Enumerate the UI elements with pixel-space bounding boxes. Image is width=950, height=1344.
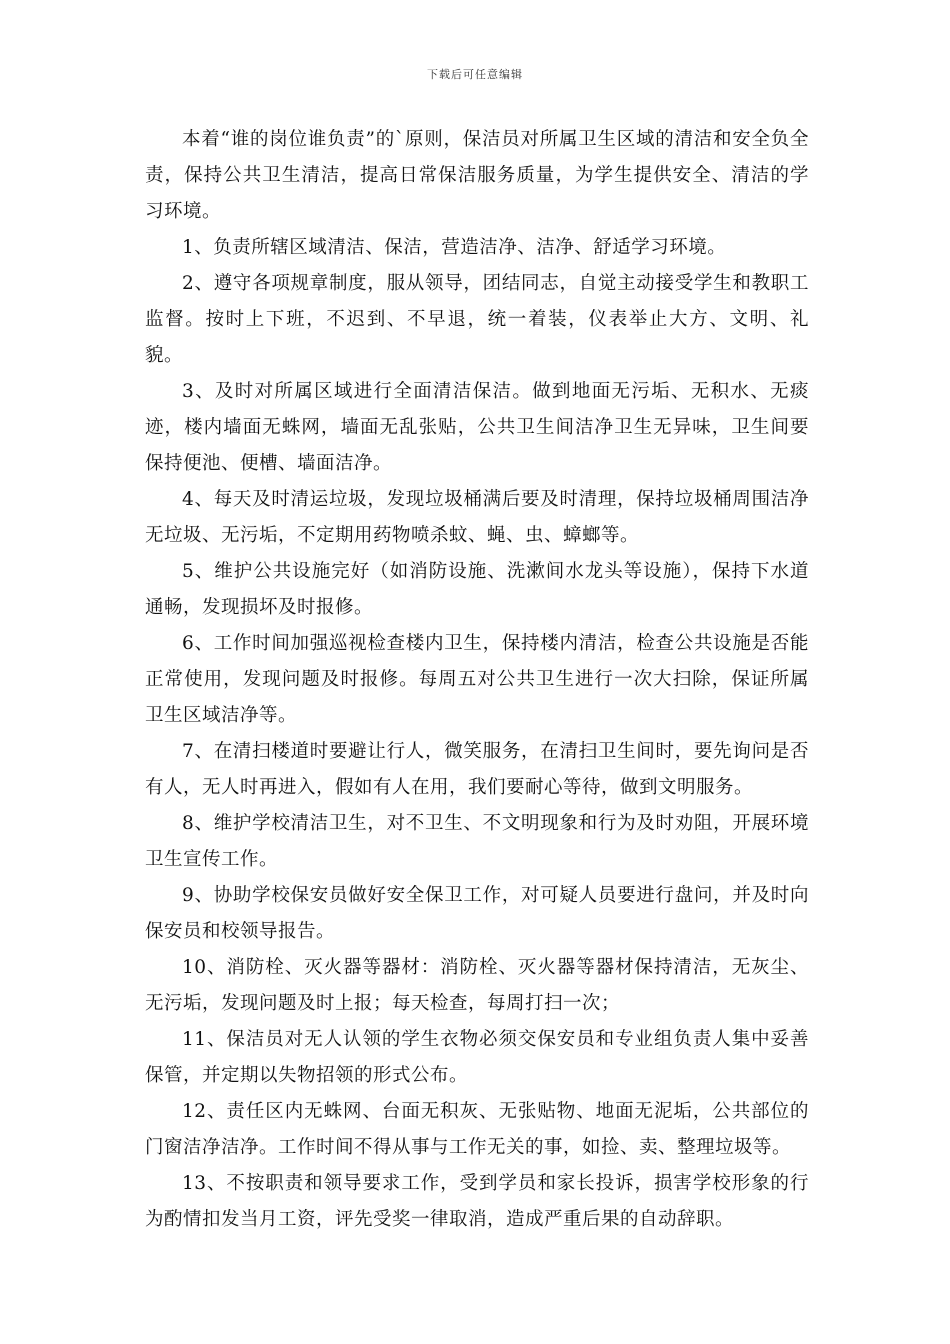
- document-body: [145, 122, 809, 1238]
- rule-paragraph-4: 4、每天及时清运垃圾，发现垃圾桶满后要及时清理，保持垃圾桶周围洁净无垃圾、无污垢，不定期用药物喷杀蚊、蝇、虫、蟑螂等。: [145, 489, 809, 546]
- rule-paragraph-2: 2、遵守各项规章制度，服从领导，团结同志，自觉主动接受学生和教职工监督。按时上下班，不迟到、不早退，统一着装，仪表举止大方、文明、礼貌。: [145, 273, 809, 366]
- rule-paragraph-1: 1、负责所辖区域清洁、保洁，营造洁净、洁净、舒适学习环境。: [182, 237, 727, 258]
- rule-paragraph-8: 8、维护学校清洁卫生，对不卫生、不文明现象和行为及时劝阻，开展环境卫生宣传工作。: [145, 813, 809, 870]
- rule-paragraph-9: 9、协助学校保安员做好安全保卫工作，对可疑人员要进行盘问，并及时向保安员和校领导报告。: [145, 885, 809, 942]
- rule-paragraph-12: 12、责任区内无蛛网、台面无积灰、无张贴物、地面无泥垢，公共部位的门窗洁净洁净。工作时间不得从事与工作无关的事，如捡、卖、整理垃圾等。: [145, 1101, 809, 1158]
- rule-paragraph-13: 13、不按职责和领导要求工作，受到学员和家长投诉，损害学校形象的行为酌情扣发当月工资，评先受奖一律取消，造成严重后果的自动辞职。: [145, 1173, 809, 1230]
- rule-paragraph-6: 6、工作时间加强巡视检查楼内卫生，保持楼内清洁，检查公共设施是否能正常使用，发现问题及时报修。每周五对公共卫生进行一次大扫除，保证所属卫生区域洁净等。: [145, 633, 809, 726]
- intro-paragraph: 本着“谁的岗位谁负责”的`原则，保洁员对所属卫生区域的清洁和安全负全责，保持公共卫生清洁，提高日常保洁服务质量，为学生提供安全、清洁的学习环境。: [145, 129, 809, 222]
- rule-paragraph-3: 3、及时对所属区域进行全面清洁保洁。做到地面无污垢、无积水、无痰迹，楼内墙面无蛛网，墙面无乱张贴，公共卫生间洁净卫生无异味，卫生间要保持便池、便槽、墙面洁净。: [145, 381, 809, 474]
- rule-paragraph-5: 5、维护公共设施完好（如消防设施、洗漱间水龙头等设施），保持下水道通畅，发现损坏及时报修。: [145, 561, 809, 618]
- rule-paragraph-11: 11、保洁员对无人认领的学生衣物必须交保安员和专业组负责人集中妥善保管，并定期以失物招领的形式公布。: [145, 1029, 809, 1086]
- rule-paragraph-10: 10、消防栓、灭火器等器材：消防栓、灭火器等器材保持清洁，无灰尘、无污垢，发现问题及时上报；每天检查，每周打扫一次；: [145, 957, 809, 1014]
- rule-paragraph-7: 7、在清扫楼道时要避让行人，微笑服务，在清扫卫生间时，要先询问是否有人，无人时再进入，假如有人在用，我们要耐心等待，做到文明服务。: [145, 741, 809, 798]
- page-header-note: 下载后可任意编辑: [427, 68, 523, 81]
